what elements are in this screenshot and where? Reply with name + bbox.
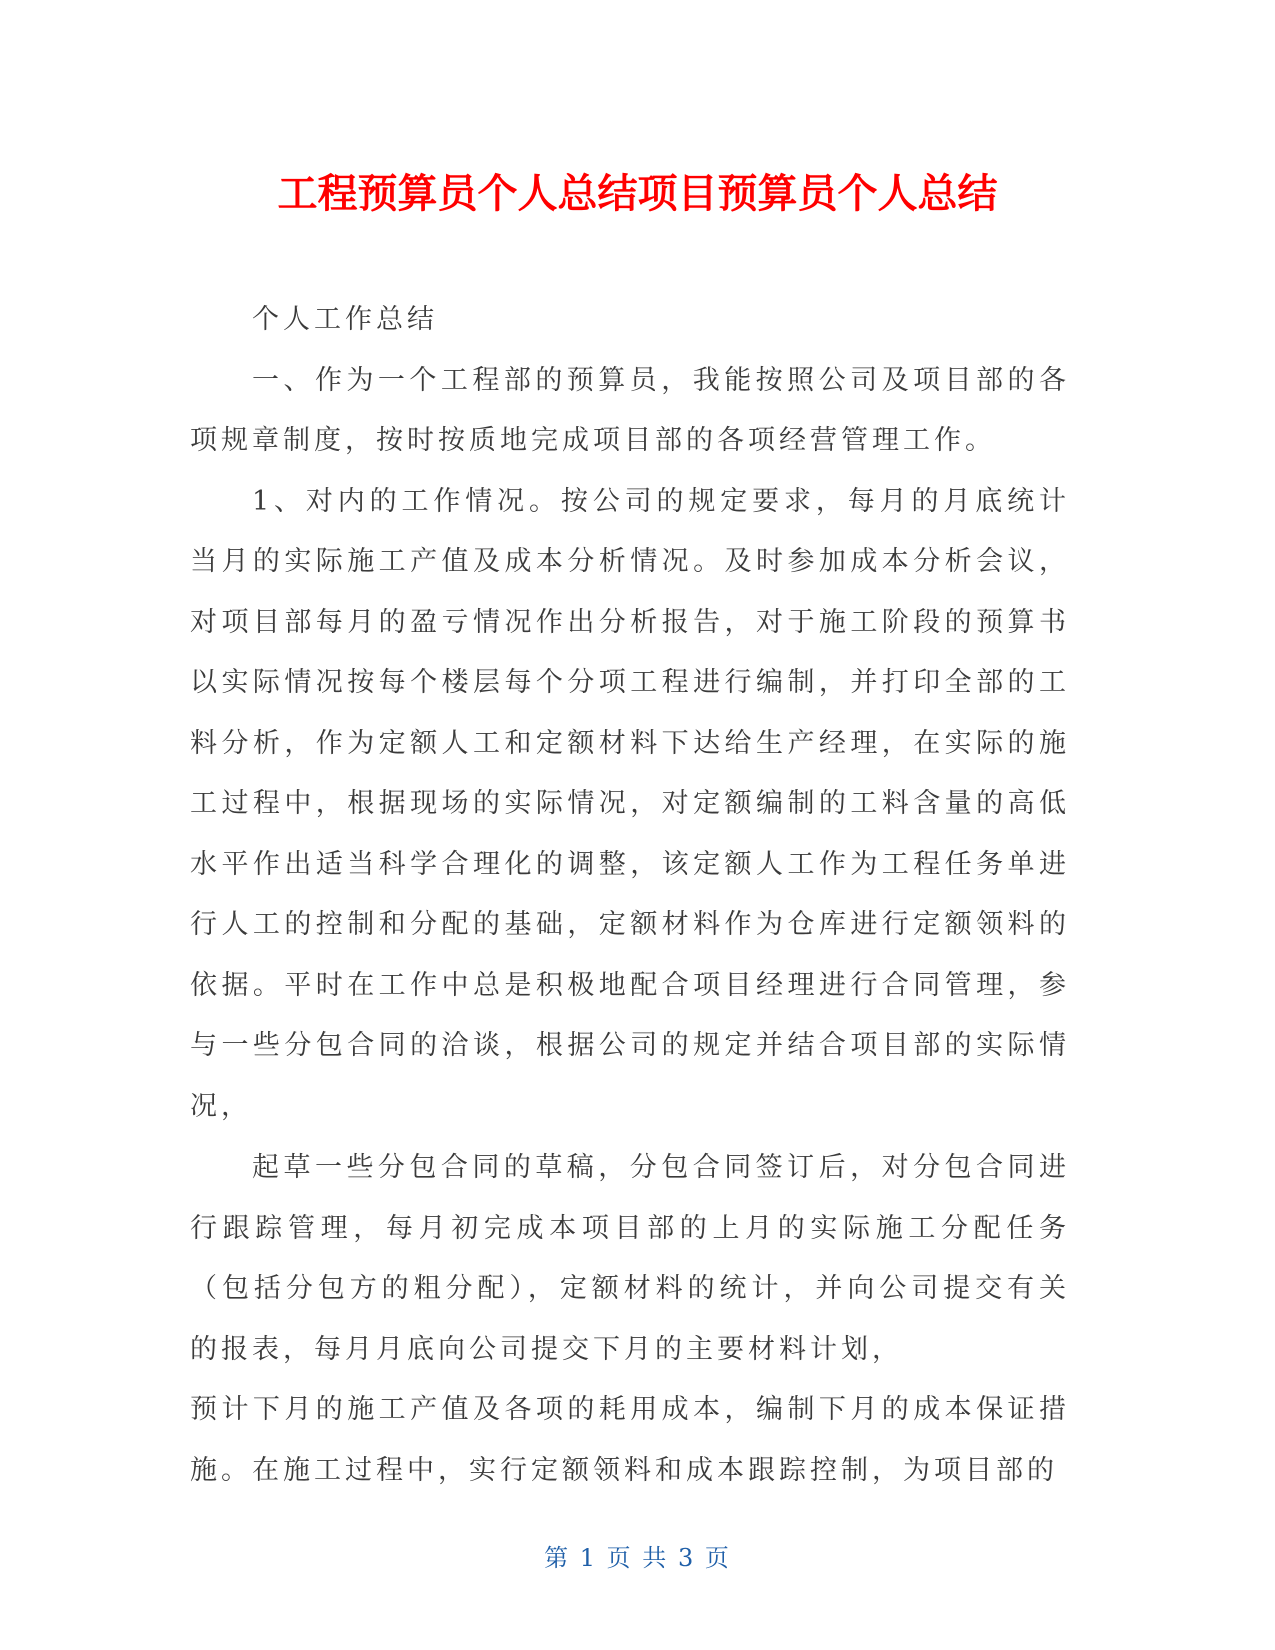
- paragraph-2: 1、对内的工作情况。按公司的规定要求，每月的月底统计当月的实际施工产值及成本分析情况。及时参加成本分析会议，对项目部每月的盈亏情况作出分析报告，对于施工阶段的预算书以实际情况按每个楼层每个分项工程进行编制，并打印全部的工料分析，作为定额人工和定额材料下达给生产经理，在实际的施工过程中，根据现场的实际情况，对定额编制的工料含量的高低水平作出适当科学合理化的调整，该定额人工作为工程任务单进行人工的控制和分配的基础，定额材料作为仓库进行定额领料的依据。平时在工作中总是积极地配合项目经理进行合同管理，参与一些分包合同的洽谈，根据公司的规定并结合项目部的实际情况，: [190, 485, 1070, 1122]
- paragraph-3: 起草一些分包合同的草稿，分包合同签订后，对分包合同进行跟踪管理，每月初完成本项目部的上月的实际施工分配任务（包括分包方的粗分配），定额材料的统计，并向公司提交有关的报表，每月月底向公司提交下月的主要材料计划，: [190, 1152, 1070, 1365]
- paragraph-4: 预计下月的施工产值及各项的耗用成本，编制下月的成本保证措施。在施工过程中，实行定额领料和成本跟踪控制，为项目部的: [190, 1394, 1070, 1486]
- body-section-3: [190, 1380, 1070, 1501]
- page-number-footer: 第 1 页 共 3 页: [544, 1544, 731, 1572]
- paragraph-1: 一、作为一个工程部的预算员，我能按照公司及项目部的各项规章制度，按时按质地完成项目部的各项经营管理工作。: [190, 364, 1070, 456]
- document-title: 工程预算员个人总结项目预算员个人总结: [277, 171, 998, 217]
- body-section-1: [190, 290, 1070, 1137]
- body-section-2: [190, 1138, 1070, 1380]
- paragraph-heading: 个人工作总结: [252, 304, 438, 335]
